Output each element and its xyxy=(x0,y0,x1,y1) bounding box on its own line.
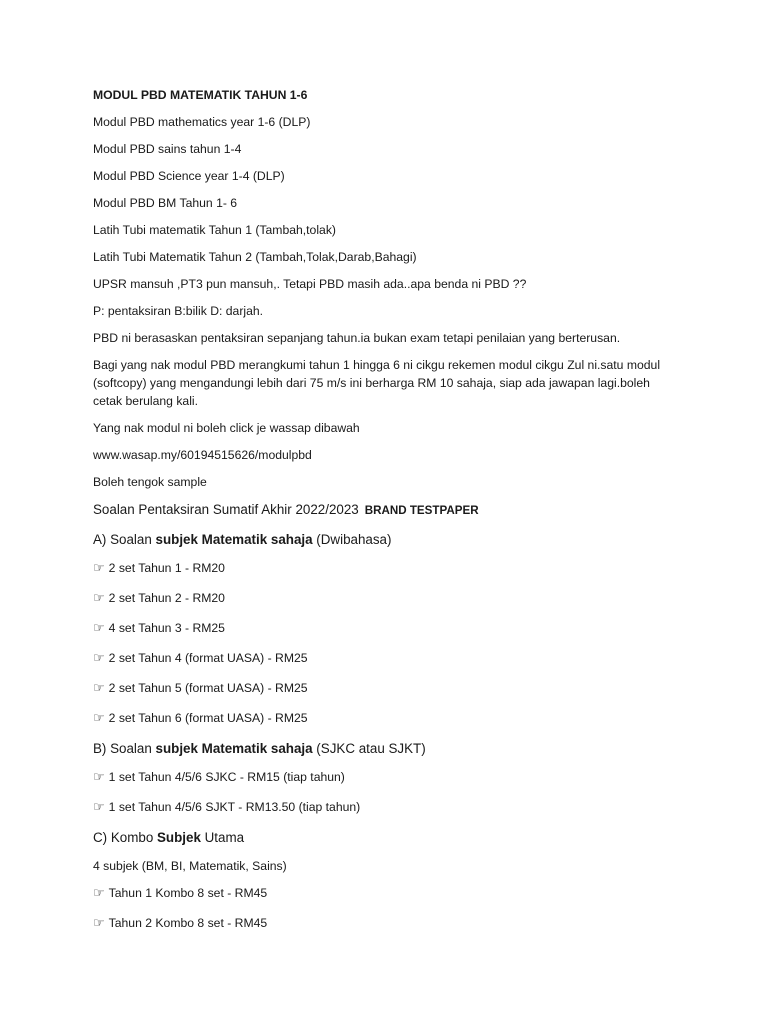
list-item-text: 1 set Tahun 4/5/6 SJKC - RM15 (tiap tahun) xyxy=(108,770,345,784)
list-item xyxy=(93,914,673,933)
list-item xyxy=(93,559,673,578)
click-instruction: Yang nak modul ni boleh click je wassap dibawah xyxy=(93,421,360,435)
section-c-heading xyxy=(93,828,673,848)
list-item xyxy=(93,649,673,668)
list-item xyxy=(93,619,673,638)
text-line: Latih Tubi Matematik Tahun 2 (Tambah,Tolak,Darab,Bahagi) xyxy=(93,250,417,264)
text-line: PBD ni berasaskan pentaksiran sepanjang tahun.ia bukan exam tetapi penilaian yang berterusan. xyxy=(93,331,621,345)
section-b-heading xyxy=(93,739,673,759)
soalan-heading-text: Soalan Pentaksiran Sumatif Akhir 2022/2023 xyxy=(93,502,359,517)
list-item-text: 2 set Tahun 6 (format UASA) - RM25 xyxy=(108,711,308,725)
info-paragraph: Bagi yang nak modul PBD merangkumi tahun 1 hingga 6 ni cikgu rekemen modul cikgu Zul ni.satu modul (softcopy) yang mengandungi lebih dari 75 m/s ini berharga RM 10 sahaja, siap ada jawapan lagi.boleh cetak berulang kali. xyxy=(93,358,661,408)
text-line: Modul PBD Science year 1-4 (DLP) xyxy=(93,169,285,183)
whatsapp-link[interactable]: www.wasap.my/60194515626/modulpbd xyxy=(93,448,312,462)
section-c-bold: Subjek xyxy=(157,830,201,845)
text-line: UPSR mansuh ,PT3 pun mansuh,. Tetapi PBD masih ada..apa benda ni PBD ?? xyxy=(93,277,527,291)
section-b-bold: subjek Matematik sahaja xyxy=(155,741,313,756)
list-item xyxy=(93,768,673,787)
document-content xyxy=(93,86,673,944)
list-item xyxy=(93,679,673,698)
pointing-hand-icon: ☞ xyxy=(93,591,105,606)
list-item-text: 2 set Tahun 1 - RM20 xyxy=(108,561,225,575)
pointing-hand-icon: ☞ xyxy=(93,886,105,901)
list-item xyxy=(93,709,673,728)
section-b-prefix: B) Soalan xyxy=(93,741,156,756)
section-a-heading xyxy=(93,530,673,550)
list-item-text: Tahun 2 Kombo 8 set - RM45 xyxy=(108,916,268,930)
list-item-text: 2 set Tahun 4 (format UASA) - RM25 xyxy=(108,651,308,665)
document-title: MODUL PBD MATEMATIK TAHUN 1-6 xyxy=(93,88,308,102)
section-a-suffix: (Dwibahasa) xyxy=(312,532,392,547)
list-item-text: 4 set Tahun 3 - RM25 xyxy=(108,621,225,635)
pointing-hand-icon: ☞ xyxy=(93,770,105,785)
list-item xyxy=(93,798,673,817)
subjects-line: 4 subjek (BM, BI, Matematik, Sains) xyxy=(93,859,287,873)
pointing-hand-icon: ☞ xyxy=(93,561,105,576)
text-line: Modul PBD mathematics year 1-6 (DLP) xyxy=(93,115,311,129)
section-b-suffix: (SJKC atau SJKT) xyxy=(312,741,426,756)
pointing-hand-icon: ☞ xyxy=(93,621,105,636)
pointing-hand-icon: ☞ xyxy=(93,651,105,666)
soalan-heading xyxy=(93,500,673,521)
section-c-suffix: Utama xyxy=(200,830,245,845)
sample-line: Boleh tengok sample xyxy=(93,475,207,489)
section-a-bold: subjek Matematik sahaja xyxy=(155,532,313,547)
section-a-prefix: A) Soalan xyxy=(93,532,156,547)
brand-label: BRAND TESTPAPER xyxy=(364,504,479,517)
list-item-text: Tahun 1 Kombo 8 set - RM45 xyxy=(108,886,268,900)
pointing-hand-icon: ☞ xyxy=(93,711,105,726)
text-line: Modul PBD BM Tahun 1- 6 xyxy=(93,196,238,210)
text-line: Modul PBD sains tahun 1-4 xyxy=(93,142,242,156)
text-line: P: pentaksiran B:bilik D: darjah. xyxy=(93,304,264,318)
list-item-text: 1 set Tahun 4/5/6 SJKT - RM13.50 (tiap tahun) xyxy=(108,800,361,814)
pointing-hand-icon: ☞ xyxy=(93,916,105,931)
list-item xyxy=(93,884,673,903)
list-item xyxy=(93,589,673,608)
section-c-prefix: C) Kombo xyxy=(93,830,157,845)
list-item-text: 2 set Tahun 2 - RM20 xyxy=(108,591,225,605)
text-line: Latih Tubi matematik Tahun 1 (Tambah,tolak) xyxy=(93,223,336,237)
list-item-text: 2 set Tahun 5 (format UASA) - RM25 xyxy=(108,681,308,695)
pointing-hand-icon: ☞ xyxy=(93,681,105,696)
pointing-hand-icon: ☞ xyxy=(93,800,105,815)
